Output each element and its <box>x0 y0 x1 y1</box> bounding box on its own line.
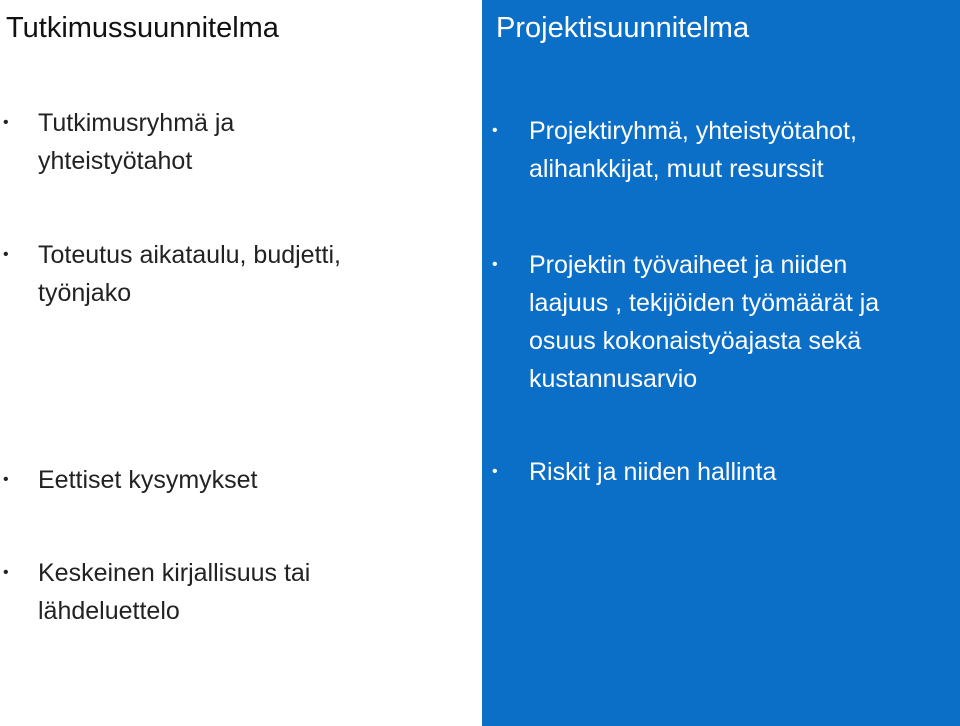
bullet-line: yhteistyötahot <box>38 147 193 175</box>
bullet-line: Toteutus aikataulu, budjetti, <box>38 241 341 269</box>
bullet-line: Projektin työvaiheet ja niiden <box>529 251 848 279</box>
bullet-line: työnjako <box>38 279 132 307</box>
bullet-line: laajuus , tekijöiden työmäärät ja <box>529 289 880 317</box>
research-plan-title: Tutkimussuunnitelma <box>6 12 279 44</box>
bullet-line: Eettiset kysymykset <box>38 466 258 494</box>
bullet-line: Riskit ja niiden hallinta <box>529 458 777 486</box>
project-plan-panel <box>482 0 960 726</box>
bullet-line: Keskeinen kirjallisuus tai <box>38 559 311 587</box>
bullet-dot-icon: • <box>492 463 498 480</box>
bullet-line: Tutkimusryhmä ja <box>38 109 235 137</box>
bullet-line: lähdeluettelo <box>38 597 180 625</box>
bullet-line: kustannusarvio <box>529 365 698 393</box>
bullet-dot-icon: • <box>3 246 9 263</box>
bullet-line: alihankkijat, muut resurssit <box>529 155 824 183</box>
bullet-dot-icon: • <box>3 114 9 131</box>
bullet-dot-icon: • <box>492 122 498 139</box>
research-plan-bullet-ethics <box>3 461 258 499</box>
bullet-dot-icon: • <box>3 471 9 488</box>
bullet-dot-icon: • <box>492 256 498 273</box>
project-plan-title: Projektisuunnitelma <box>496 12 750 44</box>
project-plan-bullet-team <box>492 112 857 188</box>
bullet-dot-icon: • <box>3 564 9 581</box>
project-plan-bullet-phases <box>492 246 880 398</box>
bullet-line: osuus kokonaistyöajasta sekä <box>529 327 862 355</box>
project-plan-bullet-risks <box>492 453 777 491</box>
research-plan-bullet-implementation <box>3 236 341 312</box>
bullet-line: Projektiryhmä, yhteistyötahot, <box>529 117 857 145</box>
research-plan-bullet-team <box>3 104 235 180</box>
research-plan-bullet-literature <box>3 554 311 630</box>
